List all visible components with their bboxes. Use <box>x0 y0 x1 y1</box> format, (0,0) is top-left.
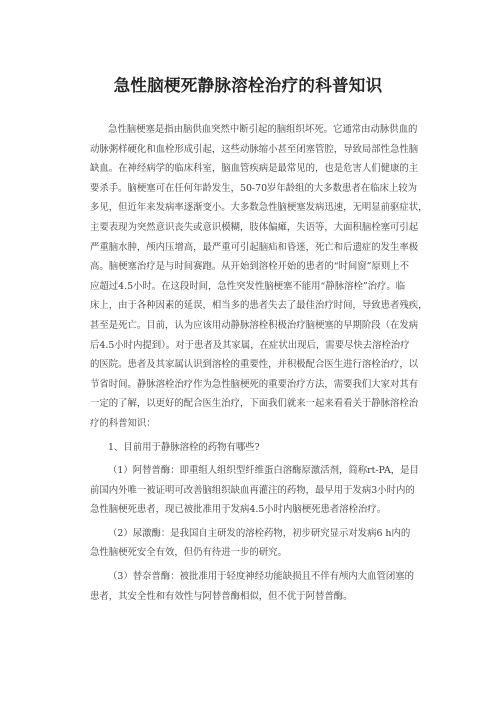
intro-line: 节省时间。静脉溶栓治疗作为急性脑梗死的重要治疗方法，需要我们大家对其有 <box>90 378 419 390</box>
drug-item-alteplase <box>90 461 435 520</box>
item-line: （1）阿替普酶：即重组人组织型纤维蛋白溶酶原激活剂，简称rt-PA，是目 <box>108 465 419 477</box>
intro-line: 甚至是死亡。目前，认为应该用动静脉溶栓积极治疗脑梗塞的早期阶段（在发病 <box>90 319 419 331</box>
intro-line: 急性脑梗塞是指由脑供血突然中断引起的脑组织坏死。它通常由动脉供血的 <box>108 124 418 135</box>
intro-line: 应超过4.5小时。在这段时间，急性突发性脑梗塞不能用“静脉溶栓”治疗。临 <box>90 280 406 292</box>
item-line: 前国内外唯一被证明可改善脑组织缺血再灌注的药物，最早用于发病3小时内的 <box>90 484 415 496</box>
intro-line: 缺血。在神经病学的临床科室，脑血管疾病是最常见的，也是危害人们健康的主 <box>90 163 419 175</box>
intro-line: 疗的科普知识： <box>90 417 156 429</box>
item-line: （3）替奈普酶：被批准用于轻度神经功能缺损且不伴有颅内大血管闭塞的 <box>108 571 414 583</box>
intro-line: 后4.5小时内提到）。对于患者及其家属，在症状出现后，需要尽快去溶栓治疗 <box>90 339 410 351</box>
intro-line: 要杀手。脑梗塞可在任何年龄发生，50-70岁年龄组的大多数患者在临床上较为 <box>90 182 418 194</box>
article-body <box>90 120 435 606</box>
page-title: 急性脑梗死静脉溶栓治疗的科普知识 <box>113 76 383 95</box>
drug-item-urokinase <box>90 524 435 563</box>
intro-line: 主要表现为突然意识丧失或意识模糊，肢体偏瘫，失语等，大面积脑栓塞可引起 <box>90 221 419 233</box>
intro-line: 高。脑梗塞治疗是与时间赛跑。从开始到溶栓开始的患者的“时间窗”原则上不 <box>90 261 409 273</box>
intro-paragraph <box>90 120 435 434</box>
intro-line: 的医院。患者及其家属认识到溶栓的重要性，并积极配合医生进行溶栓治疗，以 <box>90 359 419 371</box>
intro-line: 动脉粥样硬化和血栓形成引起，这些动脉缩小甚至闭塞管腔，导致局部性急性脑 <box>90 143 419 155</box>
intro-line: 严重脑水肿，颅内压增高，最严重可引起脑疝和昏迷，死亡和后遗症的发生率极 <box>90 241 419 253</box>
intro-line: 一定的了解，以更好的配合医生治疗，下面我们就来一起来看看关于静脉溶栓治 <box>90 398 419 410</box>
intro-line: 多见，但近年来发病率逐渐变小。大多数急性脑梗塞发病迅速，无明显前驱症状， <box>90 202 428 214</box>
drug-item-tenecteplase <box>90 567 435 606</box>
item-line: 急性脑梗死患者，现已被批准用于发病4.5小时内脑梗死患者溶栓治疗。 <box>90 504 387 516</box>
item-line: （2）尿激酶：是我国自主研发的溶栓药物，初步研究显示对发病6 h内的 <box>108 527 411 539</box>
item-line: 患者，其安全性和有效性与阿替普酶相似，但不优于阿替普酶。 <box>90 590 353 602</box>
intro-line: 床上，由于各种因素的延误，相当多的患者失去了最佳治疗时间，导致患者残疾， <box>90 300 428 312</box>
section-heading: 1、目前用于静脉溶栓的药物有哪些? <box>108 441 260 453</box>
item-line: 急性脑梗死安全有效，但仍有待进一步的研究。 <box>90 547 287 559</box>
